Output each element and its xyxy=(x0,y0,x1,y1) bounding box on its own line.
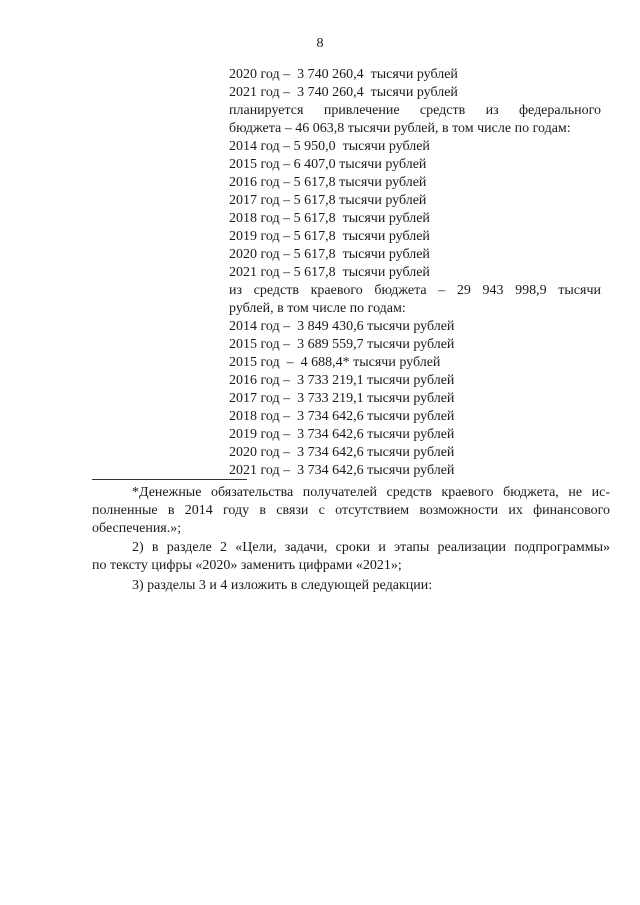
footnote xyxy=(92,484,610,538)
page-number: 8 xyxy=(316,36,324,51)
regional-intro-line: рублей, в том числе по годам: xyxy=(229,301,406,316)
year-line: 2021 год – 3 740 260,4 тысячи рублей xyxy=(229,85,458,100)
regional-year-line: 2021 год – 3 734 642,6 тысячи рублей xyxy=(229,463,455,478)
regional-year-line: 2014 год – 3 849 430,6 тысячи рублей xyxy=(229,319,455,334)
year-line: 2020 год – 3 740 260,4 тысячи рублей xyxy=(229,67,458,82)
regional-year-line: 2016 год – 3 733 219,1 тысячи рублей xyxy=(229,373,455,388)
federal-year-line: 2015 год – 6 407,0 тысячи рублей xyxy=(229,157,427,172)
footnote-line: полненные в 2014 году в связи с отсутствием возможности их финансового xyxy=(92,503,610,518)
federal-year-line: 2016 год – 5 617,8 тысячи рублей xyxy=(229,175,427,190)
regional-year-line: 2020 год – 3 734 642,6 тысячи рублей xyxy=(229,445,455,460)
federal-intro-line: планируется привлечение средств из федерального xyxy=(229,103,601,118)
funding-block xyxy=(229,66,601,480)
federal-year-line: 2014 год – 5 950,0 тысячи рублей xyxy=(229,139,430,154)
amendment-item-3 xyxy=(92,577,610,595)
federal-year-line: 2020 год – 5 617,8 тысячи рублей xyxy=(229,247,430,262)
federal-year-line: 2017 год – 5 617,8 тысячи рублей xyxy=(229,193,427,208)
amendment-item-2 xyxy=(92,539,610,575)
federal-year-line: 2021 год – 5 617,8 тысячи рублей xyxy=(229,265,430,280)
federal-year-line: 2018 год – 5 617,8 тысячи рублей xyxy=(229,211,430,226)
amendment-line: 3) разделы 3 и 4 изложить в следующей редакции: xyxy=(132,578,433,593)
regional-year-line: 2018 год – 3 734 642,6 тысячи рублей xyxy=(229,409,455,424)
footnote-separator xyxy=(92,479,247,480)
regional-year-line: 2015 год – 3 689 559,7 тысячи рублей xyxy=(229,337,455,352)
amendment-line: 2) в разделе 2 «Цели, задачи, сроки и этапы реализации подпрограммы» xyxy=(132,540,610,555)
federal-year-line: 2019 год – 5 617,8 тысячи рублей xyxy=(229,229,430,244)
regional-year-line: 2015 год – 4 688,4* тысячи рублей xyxy=(229,355,441,370)
federal-intro-line: бюджета – 46 063,8 тысячи рублей, в том числе по годам: xyxy=(229,121,571,136)
footnote-line: обеспечения.»; xyxy=(92,521,182,536)
amendment-line: по тексту цифры «2020» заменить цифрами «2021»; xyxy=(92,558,402,573)
regional-year-line: 2017 год – 3 733 219,1 тысячи рублей xyxy=(229,391,455,406)
footnote-line: *Денежные обязательства получателей средств краевого бюджета, не ис- xyxy=(132,485,610,500)
regional-year-line: 2019 год – 3 734 642,6 тысячи рублей xyxy=(229,427,455,442)
regional-intro-line: из средств краевого бюджета – 29 943 998,9 тысячи xyxy=(229,283,601,298)
